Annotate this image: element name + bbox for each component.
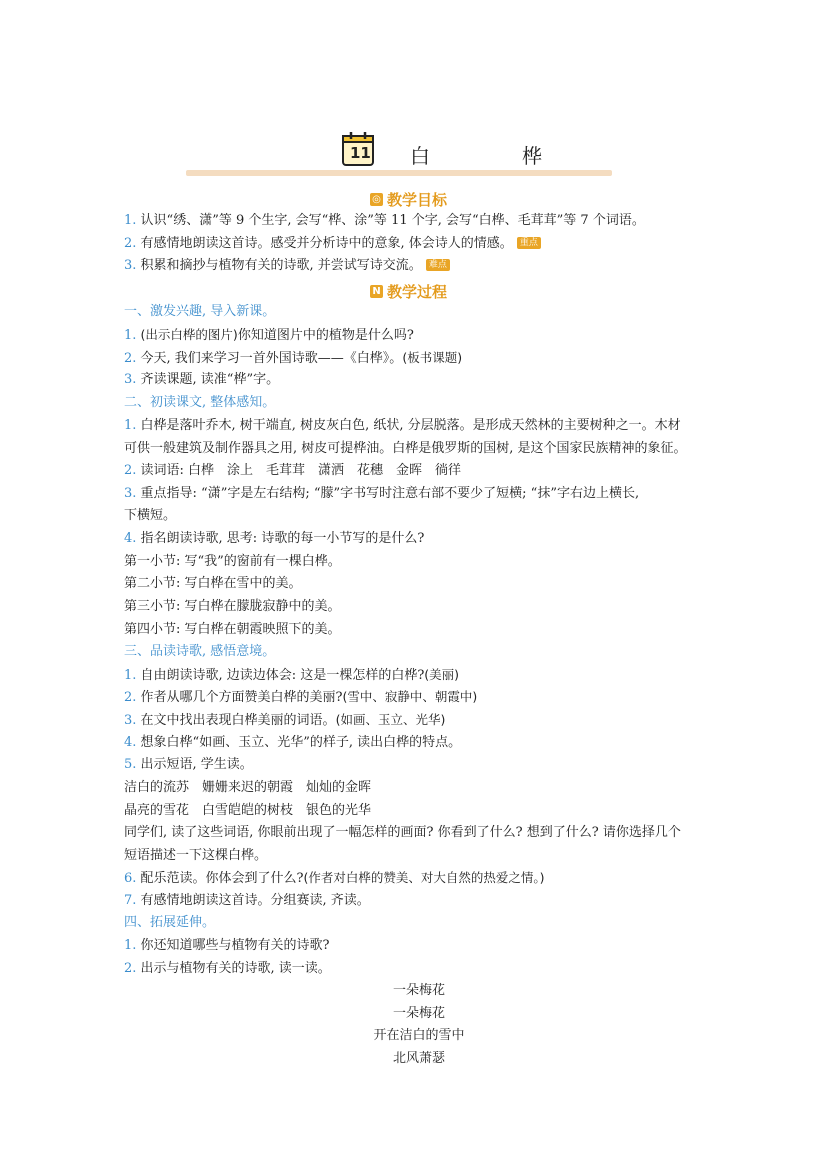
goal-item-2 (124, 236, 714, 252)
line-d2 (124, 961, 714, 977)
step-heading-4: 四、拓展延伸。 (124, 915, 216, 930)
item-number: 4. (124, 735, 137, 750)
line-c5 (124, 757, 714, 773)
line-b3-cont: 下横短。 (124, 508, 177, 523)
line-text: 今天, 我们来学习一首外国诗歌——《白桦》。 (140, 351, 403, 366)
item-number: 3. (124, 486, 137, 501)
line-text: 出示短语, 学生读。 (140, 757, 253, 772)
line-b7: 第三小节: 写白桦在朦胧寂静中的美。 (124, 599, 341, 614)
step-heading-3: 三、品读诗歌, 感悟意境。 (124, 644, 276, 659)
poem-line-3: 开在洁白的雪中 (373, 1028, 465, 1043)
line-a3 (124, 372, 714, 388)
line-b4 (124, 531, 714, 547)
line-a1 (124, 327, 714, 344)
bold-note: (出示白桦的图片) (140, 327, 238, 342)
goal-item-1 (124, 213, 714, 229)
process-icon: N (370, 285, 383, 298)
line-text: 配乐范读。你体会到了什么? (140, 871, 304, 886)
item-number: 2. (124, 690, 137, 705)
line-c10 (124, 870, 714, 887)
item-number: 3. (124, 372, 137, 387)
lesson-number: 11 (350, 144, 371, 162)
line-b8: 第四小节: 写白桦在朝霞映照下的美。 (124, 622, 341, 637)
key-point-badge: 重点 (517, 237, 541, 249)
difficulty-badge: 难点 (426, 259, 450, 271)
item-number: 5. (124, 757, 137, 772)
bold-note: (美丽) (424, 667, 460, 682)
poem-line-1: 一朵梅花 (392, 983, 445, 998)
line-text: 出示与植物有关的诗歌, 读一读。 (140, 961, 331, 976)
bold-note: (作者对白桦的赞美、对大自然的热爱之情。) (303, 870, 545, 885)
line-text: 你还知道哪些与植物有关的诗歌? (140, 938, 330, 953)
line-text: 有感情地朗读这首诗。分组赛读, 齐读。 (140, 893, 370, 908)
item-number: 2. (124, 351, 137, 366)
line-text: 作者从哪几个方面赞美白桦的美丽? (140, 690, 343, 705)
line-text: 指名朗读诗歌, 思考: 诗歌的每一小节写的是什么? (140, 531, 425, 546)
line-text: 你知道图片中的植物是什么吗? (237, 328, 414, 343)
line-text: 齐读课题, 读准“桦”字。 (140, 372, 280, 387)
section-process-title: 教学过程 (387, 282, 448, 301)
line-c3 (124, 712, 714, 729)
item-number: 1. (124, 938, 137, 953)
bold-note: (板书课题) (402, 350, 463, 365)
section-goals-title: 教学目标 (387, 190, 448, 209)
line-text: 想象白桦“如画、玉立、光华”的样子, 读出白桦的特点。 (140, 735, 462, 750)
goal-number: 2. (124, 236, 137, 251)
line-b2 (124, 463, 714, 479)
poem-line-2: 一朵梅花 (392, 1006, 445, 1021)
line-b1-cont: 可供一般建筑及制作器具之用, 树皮可提桦油。白桦是俄罗斯的国树, 是这个国家民族精神的象征。 (124, 441, 687, 456)
line-text: 读词语: 白桦 涂上 毛茸茸 潇洒 花穗 金晖 徜徉 (140, 463, 462, 478)
line-text: 自由朗读诗歌, 边读边体会: 这是一棵怎样的白桦? (140, 668, 425, 683)
line-d1 (124, 938, 714, 954)
goal-item-3 (124, 258, 714, 274)
poem-line-4: 北风萧瑟 (392, 1051, 445, 1066)
lesson-title-block (186, 128, 612, 178)
section-goals-header (370, 189, 447, 209)
bold-note: (雪中、寂静中、朝霞中) (342, 689, 478, 704)
line-text: 在文中找出表现白桦美丽的词语。 (140, 713, 336, 728)
item-number: 6. (124, 871, 137, 886)
line-b3 (124, 486, 714, 502)
item-number: 4. (124, 531, 137, 546)
goal-number: 3. (124, 258, 137, 273)
line-c8: 同学们, 读了这些词语, 你眼前出现了一幅怎样的画面? 你看到了什么? 想到了什么? 请你选择几个 (124, 825, 681, 840)
goal-number: 1. (124, 213, 137, 228)
line-c7: 晶亮的雪花 白雪皑皑的树枝 银色的光华 (124, 803, 372, 818)
line-b1 (124, 418, 714, 434)
item-number: 1. (124, 668, 137, 683)
line-c9: 短语描述一下这棵白桦。 (124, 848, 268, 863)
step-heading-2: 二、初读课文, 整体感知。 (124, 395, 276, 410)
line-a2 (124, 350, 714, 367)
lesson-title: 白 桦 (410, 144, 578, 168)
line-c2 (124, 689, 714, 706)
line-c6: 洁白的流苏 姗姗来迟的朝霞 灿灿的金晖 (124, 780, 372, 795)
target-icon: ◎ (370, 193, 383, 206)
bold-note: (如画、玉立、光华) (335, 712, 446, 727)
line-text: 重点指导: “潇”字是左右结构; “朦”字书写时注意右部不要少了短横; “抹”字右边上横长, (140, 486, 640, 501)
item-number: 1. (124, 328, 137, 343)
line-c1 (124, 667, 714, 684)
line-text: 白桦是落叶乔木, 树干端直, 树皮灰白色, 纸状, 分层脱落。是形成天然林的主要树种之一。木材 (140, 418, 681, 433)
line-c11 (124, 893, 714, 909)
title-underline (186, 170, 612, 176)
section-process-header (370, 281, 447, 301)
goal-text: 积累和摘抄与植物有关的诗歌, 并尝试写诗交流。 (140, 258, 422, 273)
line-b6: 第二小节: 写白桦在雪中的美。 (124, 576, 302, 591)
item-number: 2. (124, 961, 137, 976)
goal-text: 认识“绣、潇”等 9 个生字, 会写“桦、涂”等 11 个字, 会写“白桦、毛茸茸”等 7 个词语。 (140, 213, 645, 228)
item-number: 2. (124, 463, 137, 478)
line-b5: 第一小节: 写“我”的窗前有一棵白桦。 (124, 554, 341, 569)
item-number: 3. (124, 713, 137, 728)
item-number: 7. (124, 893, 137, 908)
line-c4 (124, 735, 714, 751)
step-heading-1: 一、激发兴趣, 导入新课。 (124, 304, 276, 319)
goal-text: 有感情地朗读这首诗。感受并分析诗中的意象, 体会诗人的情感。 (140, 236, 513, 251)
item-number: 1. (124, 418, 137, 433)
